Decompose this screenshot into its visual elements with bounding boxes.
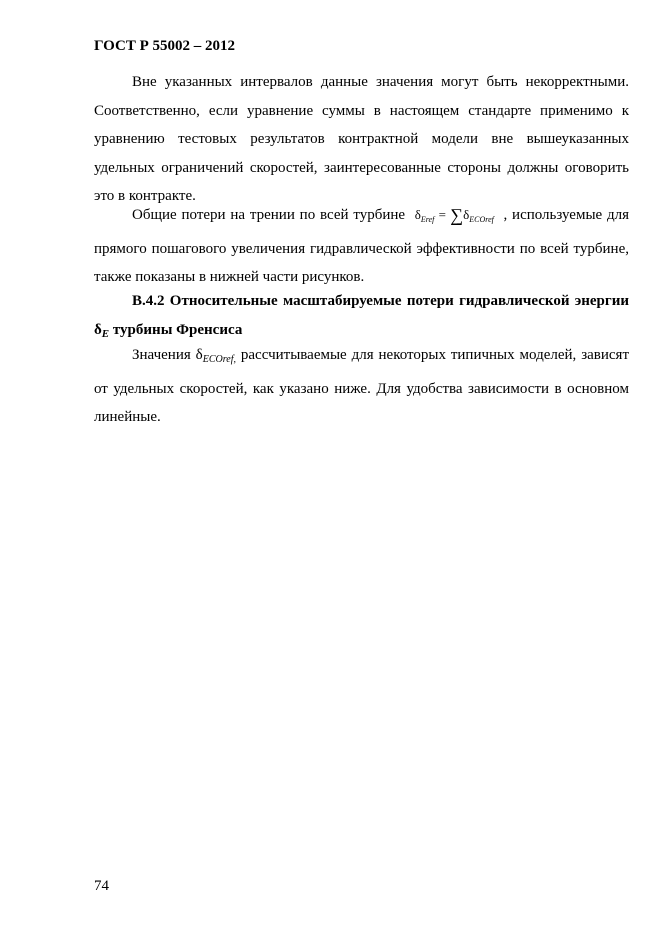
delta-symbol: δ <box>195 347 203 363</box>
paragraph-friction-losses <box>94 201 629 292</box>
paragraph-text: Общие потери на трении по всей турбине <box>132 207 406 223</box>
paragraph-intervals <box>94 68 629 211</box>
loss-formula: $\delta_{Eref} = \sum\delta_{ECOref}$ <box>414 205 494 225</box>
paragraph-text: , используемые для прямого пошагового увеличения гидравлической эффективности по всей турбине, также показаны в нижней части рисунков. <box>94 207 630 285</box>
paragraph-values: Значения $\delta_{ECOref,}$ рассчитываемые для некоторых типичных моделей, зависят от удельных скоростей, как указано ниже. Для удобства зависимости в основном линейные. <box>94 347 630 425</box>
document-header: ГОСТ Р 55002 – 2012 <box>94 38 236 54</box>
delta-symbol: δ <box>94 321 102 338</box>
paragraph-text: Вне указанных интервалов данные значения могут быть некорректными. Соответственно, если уравнение суммы в настоящем стандарте применимо к уравнению тестовых результатов контрактной модели вне вышеуказанных удельных ограничений скоростей, заинтересованные стороны должны оговорить это в контракте. <box>94 74 629 204</box>
page-number: 74 <box>94 878 109 894</box>
section-heading: В.4.2 Относительные масштабируемые потери гидравлической энергии $\delta_E$ турбины Френсиса <box>94 293 629 340</box>
